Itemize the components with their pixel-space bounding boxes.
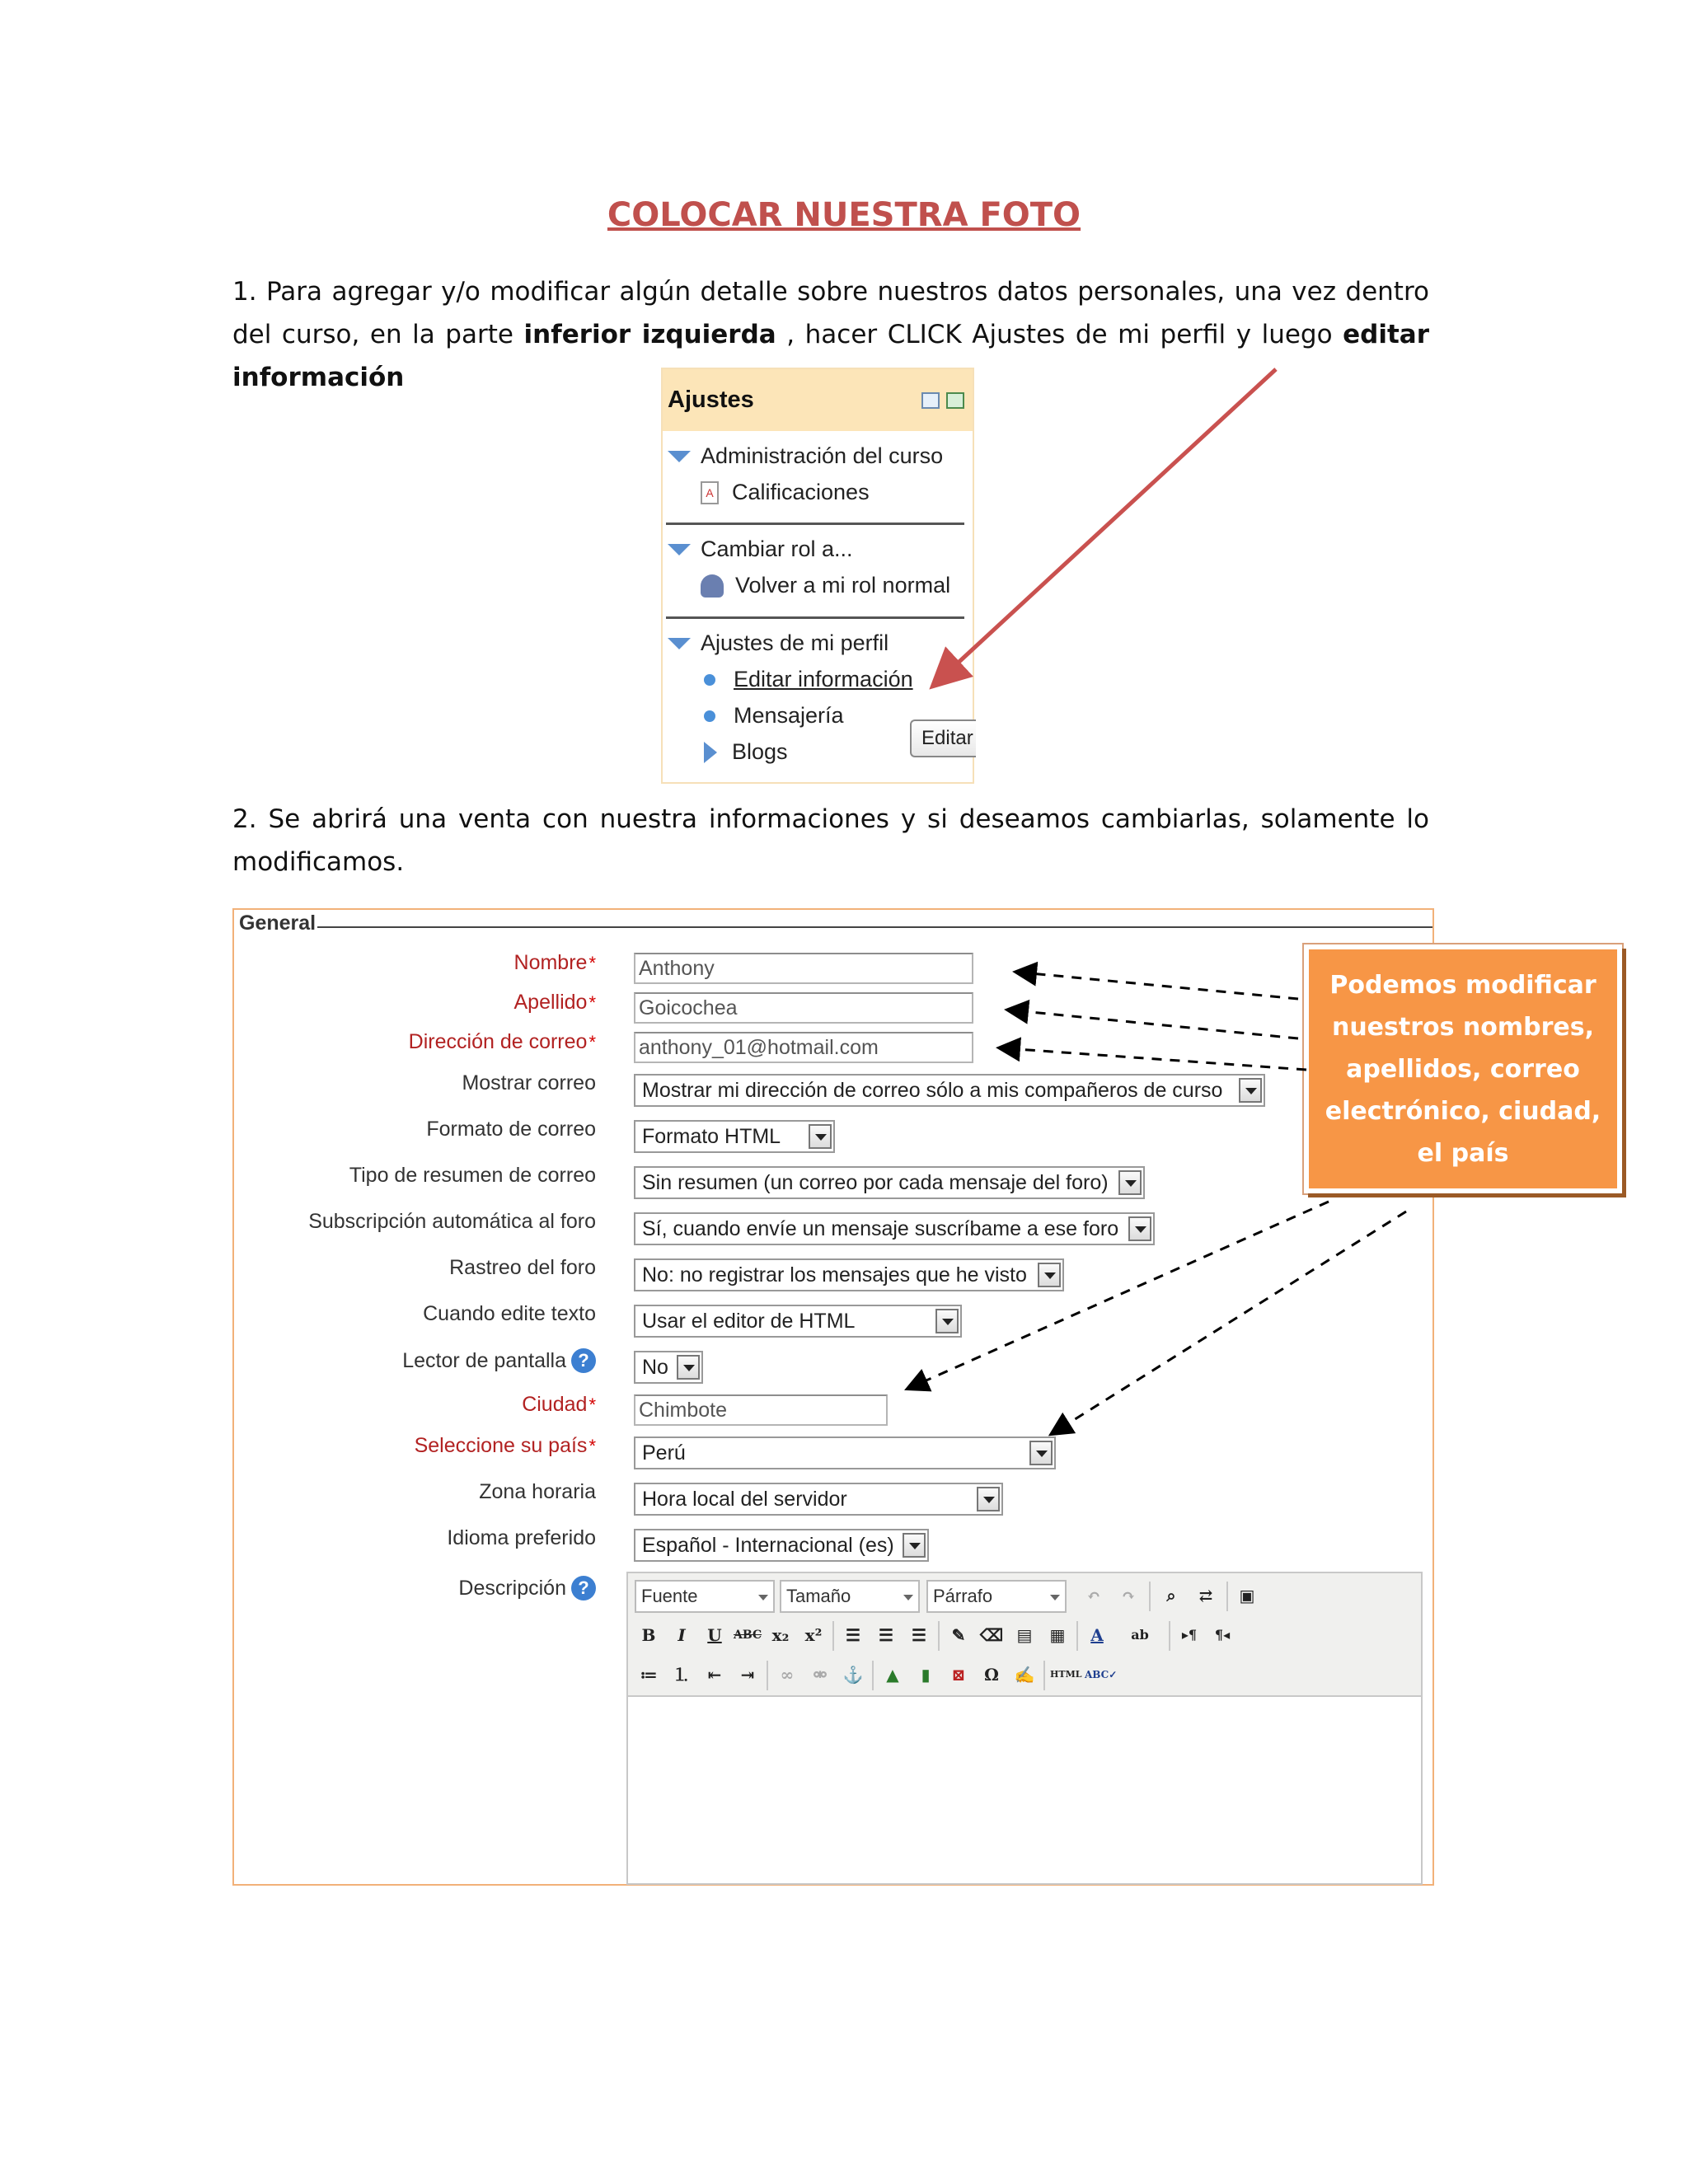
tree-item-cambiar-rol[interactable]: Cambiar rol a... [668,537,853,562]
dashed-arrow-pais [1057,1212,1406,1431]
ltr-icon[interactable]: ▸¶ [1181,1627,1198,1643]
form-legend: General [239,912,316,935]
tree-item-blogs[interactable]: Blogs [704,739,788,765]
tree-item-volver-rol[interactable]: Volver a mi rol normal [701,573,950,598]
find-icon[interactable]: ⌕ [1166,1586,1176,1605]
ajustes-title: Ajustes [668,387,754,413]
label-descripcion: Descripción ? [458,1576,596,1601]
spellcheck-icon[interactable]: ABC✓ [1085,1669,1118,1680]
paste-word-icon[interactable]: ▦ [1049,1625,1066,1645]
editor-select[interactable]: Usar el editor de HTML [634,1305,962,1338]
clean-up-icon[interactable]: ✎ [951,1625,966,1645]
italic-icon[interactable]: I [678,1625,686,1645]
superscript-icon[interactable]: x² [804,1625,823,1645]
replace-icon[interactable]: ⇄ [1198,1586,1213,1605]
tipo-resumen-select[interactable]: Sin resumen (un correo por cada mensaje del foro) [634,1166,1145,1199]
dashed-arrow-nombre [1022,972,1298,999]
label-mostrar-correo: Mostrar correo [462,1071,596,1094]
fullscreen-icon[interactable]: ▣ [1239,1586,1255,1605]
pais-select[interactable]: Perú [634,1436,1056,1469]
html-source-icon[interactable]: HTML [1050,1669,1082,1680]
idioma-select[interactable]: Español - Internacional (es) [634,1529,929,1562]
label-apellido: Apellido * [513,991,596,1014]
bold-icon[interactable]: B [641,1625,656,1645]
rtl-icon[interactable]: ¶◂ [1214,1627,1231,1643]
ciudad-input[interactable]: Chimbote [634,1394,888,1426]
label-pais: Seleccione su país * [414,1434,596,1457]
nombre-input[interactable]: Anthony [634,953,973,984]
dashed-arrow-ciudad [913,1202,1329,1386]
document-title: COLOCAR NUESTRA FOTO [607,196,1081,234]
editar-informacion-link[interactable]: Editar información [734,667,913,691]
label-suscripcion: Subscripción automática al foro [308,1210,596,1233]
tree-item-administracion[interactable]: Administración del curso [668,443,943,469]
callout-box: Podemos modificar nuestros nombres, apellidos, correo electrónico, ciudad, el país [1304,944,1622,1193]
underline-icon[interactable]: U [707,1625,722,1645]
label-correo: Dirección de correo * [408,1030,596,1053]
required-asterisk-icon: * [588,952,596,973]
image-icon[interactable]: ▲ [886,1665,899,1685]
indent-icon[interactable]: ⇥ [740,1665,755,1685]
rastreo-select[interactable]: No: no registrar los mensajes que he visto [634,1258,1064,1291]
unlink-icon[interactable]: ⚮ [813,1665,828,1685]
label-zona: Zona horaria [479,1480,596,1503]
eraser-icon[interactable]: ⌫ [979,1625,1004,1645]
subscript-icon[interactable]: x₂ [771,1625,790,1645]
outdent-icon[interactable]: ⇤ [707,1665,722,1685]
label-idioma: Idioma preferido [447,1526,596,1549]
label-editor: Cuando edite texto [423,1302,596,1325]
paste-text-icon[interactable]: ▤ [1016,1625,1033,1645]
apellido-input[interactable]: Goicochea [634,992,973,1024]
lector-select[interactable]: No [634,1351,703,1384]
text-color-icon[interactable]: A [1090,1625,1104,1645]
help-icon[interactable]: ? [571,1348,596,1373]
bullet-list-icon[interactable]: ≔ [640,1665,658,1685]
grades-document-icon: A [701,481,719,504]
font-size-select[interactable]: Tamaño [780,1580,920,1613]
required-asterisk-icon: * [588,1394,596,1415]
correo-input[interactable]: anthony_01@hotmail.com [634,1032,973,1063]
link-icon[interactable]: ∞ [780,1665,795,1685]
edit-icon[interactable]: ✍ [1014,1665,1035,1685]
editar-button[interactable]: Editar [910,719,976,757]
align-left-icon[interactable]: ☰ [846,1625,860,1645]
font-family-select[interactable]: Fuente [635,1580,775,1613]
redo-icon[interactable]: ↷ [1121,1586,1136,1605]
paragraph-format-select[interactable]: Párrafo [926,1580,1067,1613]
strikethrough-icon[interactable]: ABC [734,1629,762,1642]
mostrar-correo-select[interactable]: Mostrar mi dirección de correo sólo a mis compañeros de curso [634,1074,1265,1107]
anchor-icon[interactable]: ⚓ [842,1665,864,1685]
align-right-icon[interactable]: ☰ [912,1625,926,1645]
media-icon[interactable]: ▮ [921,1665,931,1685]
dashed-arrow-apellido [1014,1010,1298,1038]
label-tipo-resumen: Tipo de resumen de correo [349,1164,596,1187]
tree-item-mensajeria[interactable]: Mensajería [704,703,844,729]
formato-correo-select[interactable]: Formato HTML [634,1120,835,1153]
red-arrow [941,369,1276,678]
label-rastreo: Rastreo del foro [449,1256,596,1279]
label-nombre: Nombre * [513,951,596,974]
background-color-icon[interactable]: ab [1131,1627,1149,1643]
required-asterisk-icon: * [588,1031,596,1052]
special-character-icon[interactable]: Ω [984,1665,999,1685]
step-2-paragraph: 2. Se abrirá una venta con nuestra informaciones y si deseamos cambiarlas, solamente lo modificamos. [232,804,1429,877]
label-formato-correo: Formato de correo [426,1118,596,1141]
align-center-icon[interactable]: ☰ [879,1625,893,1645]
required-asterisk-icon: * [588,1435,596,1456]
step-1-paragraph: 1. Para agregar y/o modificar algún detalle sobre nuestros datos personales, una vez dentro del curso, en la parte inferior izquierda , hacer CLICK Ajustes de mi perfil y luego editar información [232,277,1429,392]
required-asterisk-icon: * [588,991,596,1013]
suscripcion-select[interactable]: Sí, cuando envíe un mensaje suscríbame a ese foro [634,1212,1155,1245]
dashed-arrow-correo [1006,1048,1306,1070]
label-ciudad: Ciudad * [522,1393,596,1416]
undo-icon[interactable]: ↶ [1086,1586,1101,1605]
tree-item-calificaciones[interactable]: A Calificaciones [701,480,870,505]
table-icon[interactable]: ⊠ [951,1665,966,1685]
tree-item-ajustes-perfil[interactable]: Ajustes de mi perfil [668,630,889,656]
help-icon[interactable]: ? [571,1576,596,1601]
zona-select[interactable]: Hora local del servidor [634,1483,1003,1516]
label-lector: Lector de pantalla ? [402,1348,596,1373]
numbered-list-icon[interactable]: ⒈ [673,1665,690,1685]
